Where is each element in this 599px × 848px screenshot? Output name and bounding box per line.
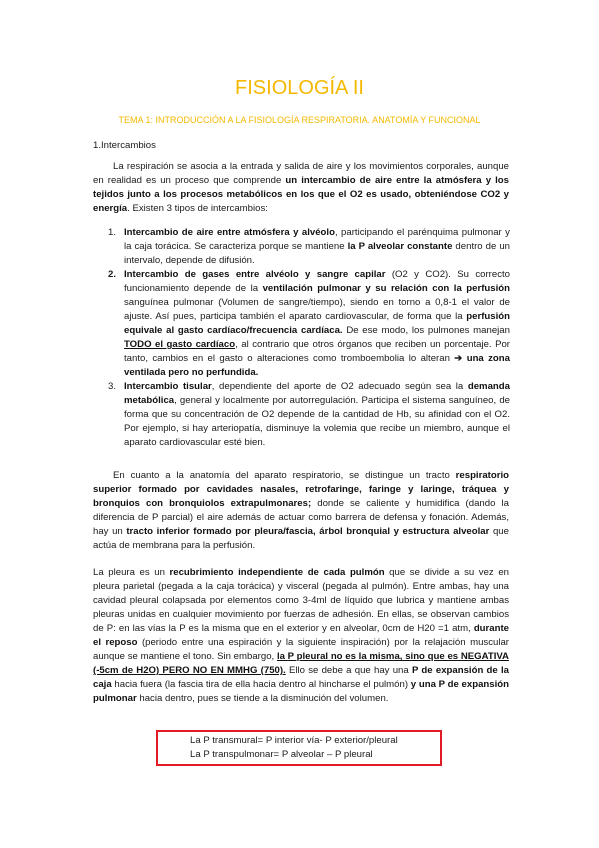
list-item [108, 380, 510, 450]
item-bold: Intercambio tisular [124, 381, 212, 392]
pleura-bold: durante el reposo [93, 623, 509, 648]
intro-text-1: La respiración se asocia a la entrada y salida de aire y los movimientos corporales, aunque en realidad es un proceso que comprende [93, 161, 509, 186]
list-number: 3. [108, 381, 117, 392]
pleura-text: Ello se debe a que hay una [285, 665, 412, 676]
anatomy-text: En cuanto a la anatomía del aparato respiratorio, se distingue un tracto [113, 470, 456, 481]
pleura-bold: P de expansión de la caja [93, 665, 509, 690]
item-text: dentro de un intervalo, depende de difusión. [124, 241, 511, 266]
item-bold-underlined: TODO el gasto cardíaco [124, 339, 236, 350]
list-item [108, 226, 510, 268]
exchange-list [108, 226, 510, 450]
item-text: , participando el parénquima pulmonar y la caja torácica. Se caracteriza porque se mantiene [124, 227, 510, 252]
item-text: (O2 y CO2). Su correcto funcionamiento depende de la [124, 269, 511, 294]
document-subtitle: TEMA 1: INTRODUCCIÓN A LA FISIOLOGÍA RESPIRATORIA. ANATOMÍA Y FUNCIONAL [118, 115, 481, 125]
item-text: , general y localmente por autorregulación. Participa el sistema sanguíneo, de forma que su concentración de O2 depende de la cantidad de Hb, su afinidad con el O2. Por ejemplo, si hay arteriopatía, disminuye la volemia que recibe un miembro, aunque el aparato cardiovascular esté bien. [124, 395, 510, 448]
item-bold: Intercambio de aire entre atmósfera y alvéolo [124, 227, 335, 238]
item-text: sanguínea pulmonar (Volumen de sangre/tiempo), siendo en torno a 0,8-1 el valor de ajuste. Así pues, participa también el aparato cardiovascular, de forma que la [124, 297, 510, 322]
formula-transpulmonar: La P transpulmonar= P alveolar – P pleural [190, 749, 373, 760]
item-bold: demanda metabólica [124, 381, 510, 406]
item-bold: una zona ventilada pero no perfundida. [124, 353, 510, 378]
list-number: 2. [108, 269, 117, 280]
anatomy-text: que actúa de membrana para la perfusión. [93, 526, 509, 551]
anatomy-paragraph [93, 469, 509, 553]
item-bold: ventilación pulmonar y su relación con la perfusión [262, 283, 510, 294]
pleura-text: hacia fuera (la fascia tira de ella hacia dentro al hincharse el pulmón) [111, 679, 411, 690]
anatomy-bold: tracto inferior formado por pleura/fascia, árbol bronquial y estructura alveolar [126, 526, 490, 537]
pleura-text: hacia dentro, pues se tiende a la disminución del volumen. [136, 693, 389, 704]
intro-text-2: . Existen 3 tipos de intercambios: [127, 203, 268, 214]
item-bold: perfusión equivale al gasto cardíaco/frecuencia cardíaca. [124, 311, 510, 336]
item-text: De ese modo, los pulmones manejan [342, 325, 510, 336]
item-bold: la P alveolar constante [347, 241, 453, 252]
pleura-bold: recubrimiento independiente de cada pulmón [169, 567, 385, 578]
intro-paragraph [93, 160, 509, 216]
item-text: , dependiente del aporte de O2 adecuado según sea la [211, 381, 468, 392]
formula-transmural: La P transmural= P interior vía- P exterior/pleural [190, 735, 398, 746]
pleura-bold: y una P de expansión pulmonar [93, 679, 509, 704]
section-heading: 1.Intercambios [93, 140, 156, 151]
anatomy-bold: respiratorio superior formado por cavidades nasales, retrofaringe, faringe y laringe, tráquea y bronquios con bronquiolos extrapulmonares; [93, 470, 509, 509]
list-number: 1. [108, 227, 117, 238]
list-item [108, 268, 510, 380]
document-title: FISIOLOGÍA II [235, 77, 364, 99]
item-text: , al contrario que otros órganos que reciben un porcentaje. Por tanto, cambios en el gasto o alteraciones como tromboembolia lo alteran [124, 339, 510, 364]
anatomy-text: donde se caliente y humidifica (dando la diferencia de P parcial) el aire además de actuar como barrera de defensa y fonación. Además, hay un [93, 498, 509, 537]
pleura-text: (periodo entre una espiración y la siguiente inspiración) por la relajación muscular aunque se mantiene el tono. Sin embargo, [93, 637, 510, 662]
item-bold: Intercambio de gases entre alvéolo y sangre capilar [124, 269, 386, 280]
pleura-text: que se divide a su vez en pleura parietal (pegada a la caja torácica) y visceral (pegada al pulmón). Entre ambas, hay una cavidad pleural colapsada por elementos como 3-4ml de líquido que lubrica y mantiene ambas pleuras unidas en cualquier movimiento por fuerzas de adhesión. En ellas, se observan cambios de P: en las vías la P es la misma que en el exterior y en alveolar, 0cm de H20 =1 atm, [93, 567, 509, 634]
formula-box [156, 730, 442, 766]
intro-bold-1: un intercambio de aire entre la atmósfera y los tejidos junto a los procesos metabólicos en los que el O2 es usado, obteniéndose CO2 y energía [93, 175, 509, 214]
pleura-paragraph [93, 566, 509, 706]
pleura-bold-underlined: la P pleural no es la misma, sino que es NEGATIVA (-5cm de H2O) PERO NO EN MMHG (750). [93, 651, 509, 676]
pleura-text: La pleura es un [93, 567, 170, 578]
arrow-right-icon: ➔ [454, 353, 463, 364]
